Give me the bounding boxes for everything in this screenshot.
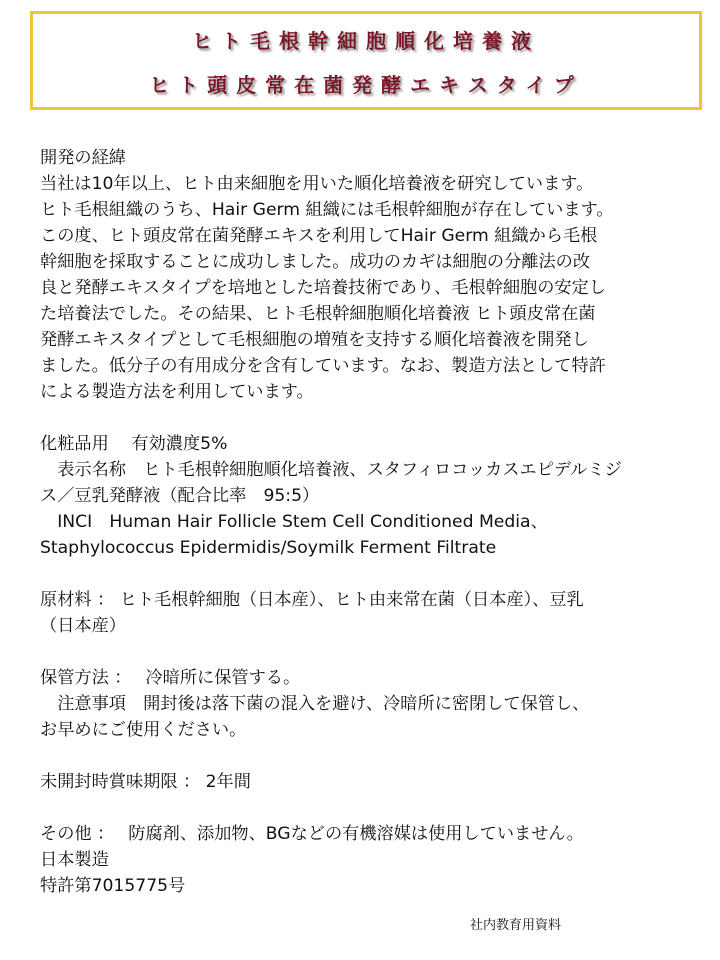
text-line: 当社は10年以上、ヒト由来細胞を用いた順化培養液を研究しています。 <box>40 174 594 194</box>
text-line: この度、ヒト頭皮常在菌発酵エキスを利用してHair Germ 組織から毛根 <box>40 226 598 246</box>
text-line: （日本産） <box>40 616 126 636</box>
blank-line <box>40 743 705 769</box>
document-body <box>40 145 705 899</box>
text-line: 未開封時賞味期限 ： 2年間 <box>40 772 251 792</box>
blank-line <box>40 639 705 665</box>
text-line: その他 ： 防腐剤、添加物、BGなどの有機溶媒は使用していません。 <box>40 824 584 844</box>
text-line: 発酵エキスタイプとして毛根細胞の増殖を支持する順化培養液を開発し <box>40 330 589 350</box>
text-line: 開発の経緯 <box>40 148 126 168</box>
text-line: 保管方法 ： 冷暗所に保管する。 <box>40 668 301 688</box>
text-line: 幹細胞を採取することに成功しました。成功のカギは細胞の分離法の改 <box>40 252 591 272</box>
text-line: 注意事項 開封後は落下菌の混入を避け、冷暗所に密閉して保管し、 <box>40 694 590 714</box>
title-line-2: ヒト頭皮常在菌発酵エキスタイプ <box>149 73 583 97</box>
footer-note: 社内教育用資料 <box>470 918 562 933</box>
text-line: 良と発酵エキスタイプを培地とした培養技術であり、毛根幹細胞の安定し <box>40 278 606 298</box>
blank-line <box>40 405 705 431</box>
text-line: た培養法でした。その結果、ヒト毛根幹細胞順化培養液 ヒト頭皮常在菌 <box>40 304 596 324</box>
blank-line <box>40 561 705 587</box>
text-line: ました。低分子の有用成分を含有しています。なお、製造方法として特許 <box>40 356 606 376</box>
text-line: 原材料 ： ヒト毛根幹細胞（日本産）、ヒト由来常在菌（日本産）、豆乳 <box>40 590 584 610</box>
blank-line <box>40 795 705 821</box>
text-line: ヒト毛根組織のうち、Hair Germ 組織には毛根幹細胞が存在しています。 <box>40 200 614 220</box>
text-line: による製造方法を利用しています。 <box>40 382 314 402</box>
title-box <box>30 11 702 110</box>
text-line: お早めにご使用ください。 <box>40 720 247 740</box>
text-line: 特許第7015775号 <box>40 876 186 896</box>
text-line: 日本製造 <box>40 850 109 870</box>
text-line: Staphylococcus Epidermidis/Soymilk Ferment Filtrate <box>40 538 497 558</box>
text-line: 表示名称 ヒト毛根幹細胞順化培養液、スタフィロコッカスエピデルミジ <box>40 460 622 480</box>
text-line: INCI Human Hair Follicle Stem Cell Conditioned Media、 <box>40 512 548 532</box>
text-line: 化粧品用 有効濃度5% <box>40 434 228 454</box>
title-line-1: ヒト毛根幹細胞順化培養液 <box>192 29 540 53</box>
text-line: ス／豆乳発酵液（配合比率 95:5） <box>40 486 320 506</box>
